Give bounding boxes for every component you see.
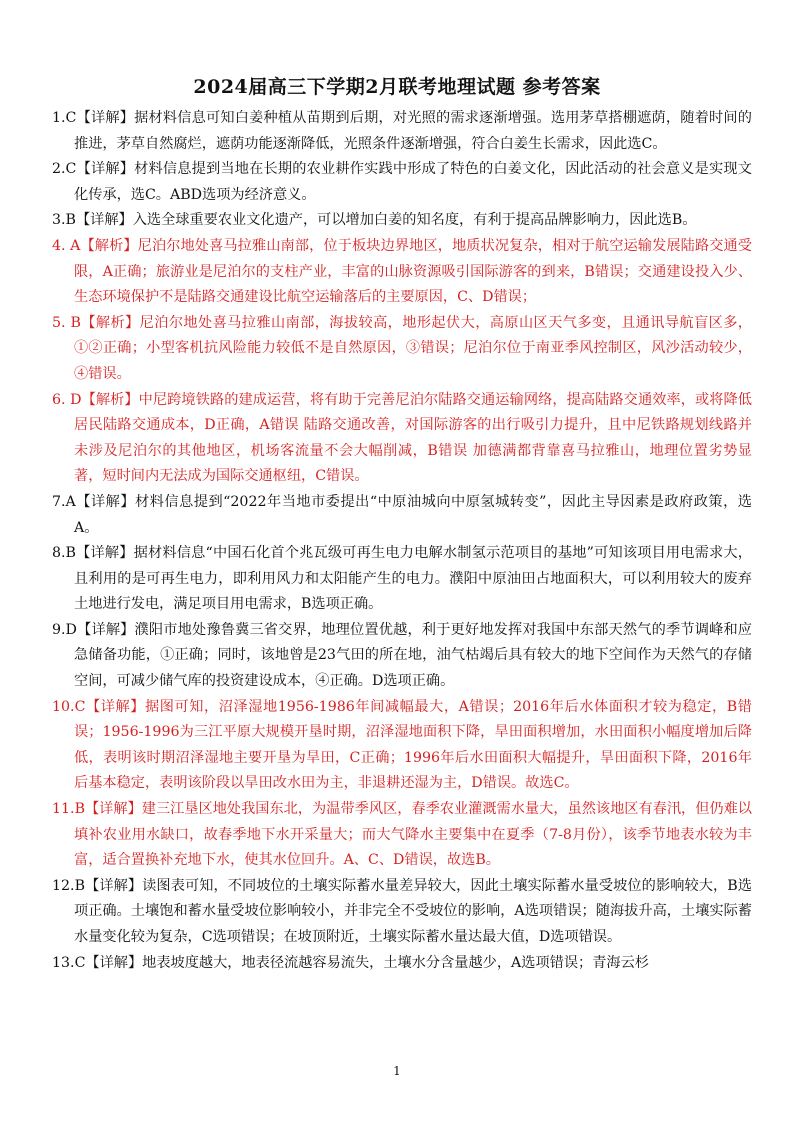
answer-item: 3.B【详解】入选全球重要农业文化遗产，可以增加白姜的知名度，有利于提高品牌影响力，因此选B。 [52,212,697,229]
answer-item: 12.B【详解】读图表可知，不同坡位的土壤实际蓄水量差异较大，因此土壤实际蓄水量受坡位的影响较大，B选项正确。土壤饱和蓄水量受坡位影响较小，并非完全不受坡位的影响，A选项错误；随海拔升高，土壤实际蓄水量变化较为复杂，C选项错误；在坡顶附近，土壤实际蓄水量达最大值，D选项错误。 [52,877,752,945]
answer-item: 7.A【详解】材料信息提到“2022年当地市委提出“中原油城向中原氢城转变”，因此主导因素是政府政策，选A。 [52,493,752,536]
answer-list [52,106,752,976]
answer-item: 13.C【详解】地表坡度越大，地表径流越容易流失，土壤水分含量越少，A选项错误；青海云杉 [52,954,649,971]
answer-item: 4. A【解析】尼泊尔地处喜马拉雅山南部，位于板块边界地区，地质状况复杂，相对于航空运输发展陆路交通受限，A正确；旅游业是尼泊尔的支柱产业，丰富的山脉资源吸引国际游客的到来，B错误；交通建设投入少、生态环境保护不是陆路交通建设比航空运输落后的主要原因，C、D错误； [52,237,752,306]
answer-item: 8.B【详解】据材料信息“中国石化首个兆瓦级可再生电力电解水制氢示范项目的基地”可知该项目用电需求大，且利用的是可再生电力，即利用风力和太阳能产生的电力。濮阳中原油田占地面积大，可以利用较大的废弃土地进行发电，满足项目用电需求，B选项正确。 [52,545,752,613]
page-title: 2024届高三下学期2月联考地理试题 参考答案 [193,76,601,98]
answer-item: 2.C【详解】材料信息提到当地在长期的农业耕作实践中形成了特色的白姜文化，因此活动的社会意义是实现文化传承，选C。ABD选项为经济意义。 [52,161,752,203]
answer-item: 9.D【详解】濮阳市地处豫鲁冀三省交界，地理位置优越，利于更好地发挥对我国中东部天然气的季节调峰和应急储备功能，①正确；同时，该地曾是23气田的所在地，油气枯竭后具有较大的地下空间作为天然气的存储空间，可减少储气库的投资建设成本，④正确。D选项正确。 [52,621,752,690]
page-number: 1 [393,1064,401,1078]
answer-item: 10.C【详解】据图可知，沼泽湿地1956-1986年间减幅最大，A错误；2016年后水体面积才较为稳定，B错误；1956-1996为三江平原大规模开垦时期，沼泽湿地面积下降，旱田面积增加，水田面积小幅度增加后降低，表明该时期沼泽湿地主要开垦为旱田，C正确；1996年后水田面积大幅提升，旱田面积下降，2016年后基本稳定，表明该阶段以旱田改水田为主，非退耕还湿为主，D错误。故选C。 [52,698,752,792]
answer-item: 6. D【解析】中尼跨境铁路的建成运营，将有助于完善尼泊尔陆路交通运输网络，提高陆路交通效率，或将降低居民陆路交通成本，D正确，A错误 陆路交通改善，对国际游客的出行吸引力提升，且中尼铁路规划线路并未涉及尼泊尔的其他地区，机场客流量不会大幅削减，B错误 加德满都背靠喜马拉雅山，地理位置劣势显著，短时间内无法成为国际交通枢纽，C错误。 [52,391,752,485]
answer-item: 11.B【详解】建三江垦区地处我国东北，为温带季风区，春季农业灌溉需水量大，虽然该地区有春汛，但仍难以填补农业用水缺口，故春季地下水开采量大；而大气降水主要集中在夏季（7-8月份），该季节地表水较为丰富，适合置换补充地下水，使其水位回升。A、C、D错误，故选B。 [52,801,752,869]
answer-item: 5. B【解析】尼泊尔地处喜马拉雅山南部，海拔较高，地形起伏大，高原山区天气多变，且通讯导航盲区多，①②正确；小型客机抗风险能力较低不是自然原因，③错误；尼泊尔位于南亚季风控制区，风沙活动较少，④错误。 [52,314,752,382]
answer-item: 1.C【详解】据材料信息可知白姜种植从苗期到后期，对光照的需求逐渐增强。选用茅草搭棚遮荫，随着时间的推进，茅草自然腐烂，遮荫功能逐渐降低，光照条件逐渐增强，符合白姜生长需求，因此选C。 [52,110,752,152]
